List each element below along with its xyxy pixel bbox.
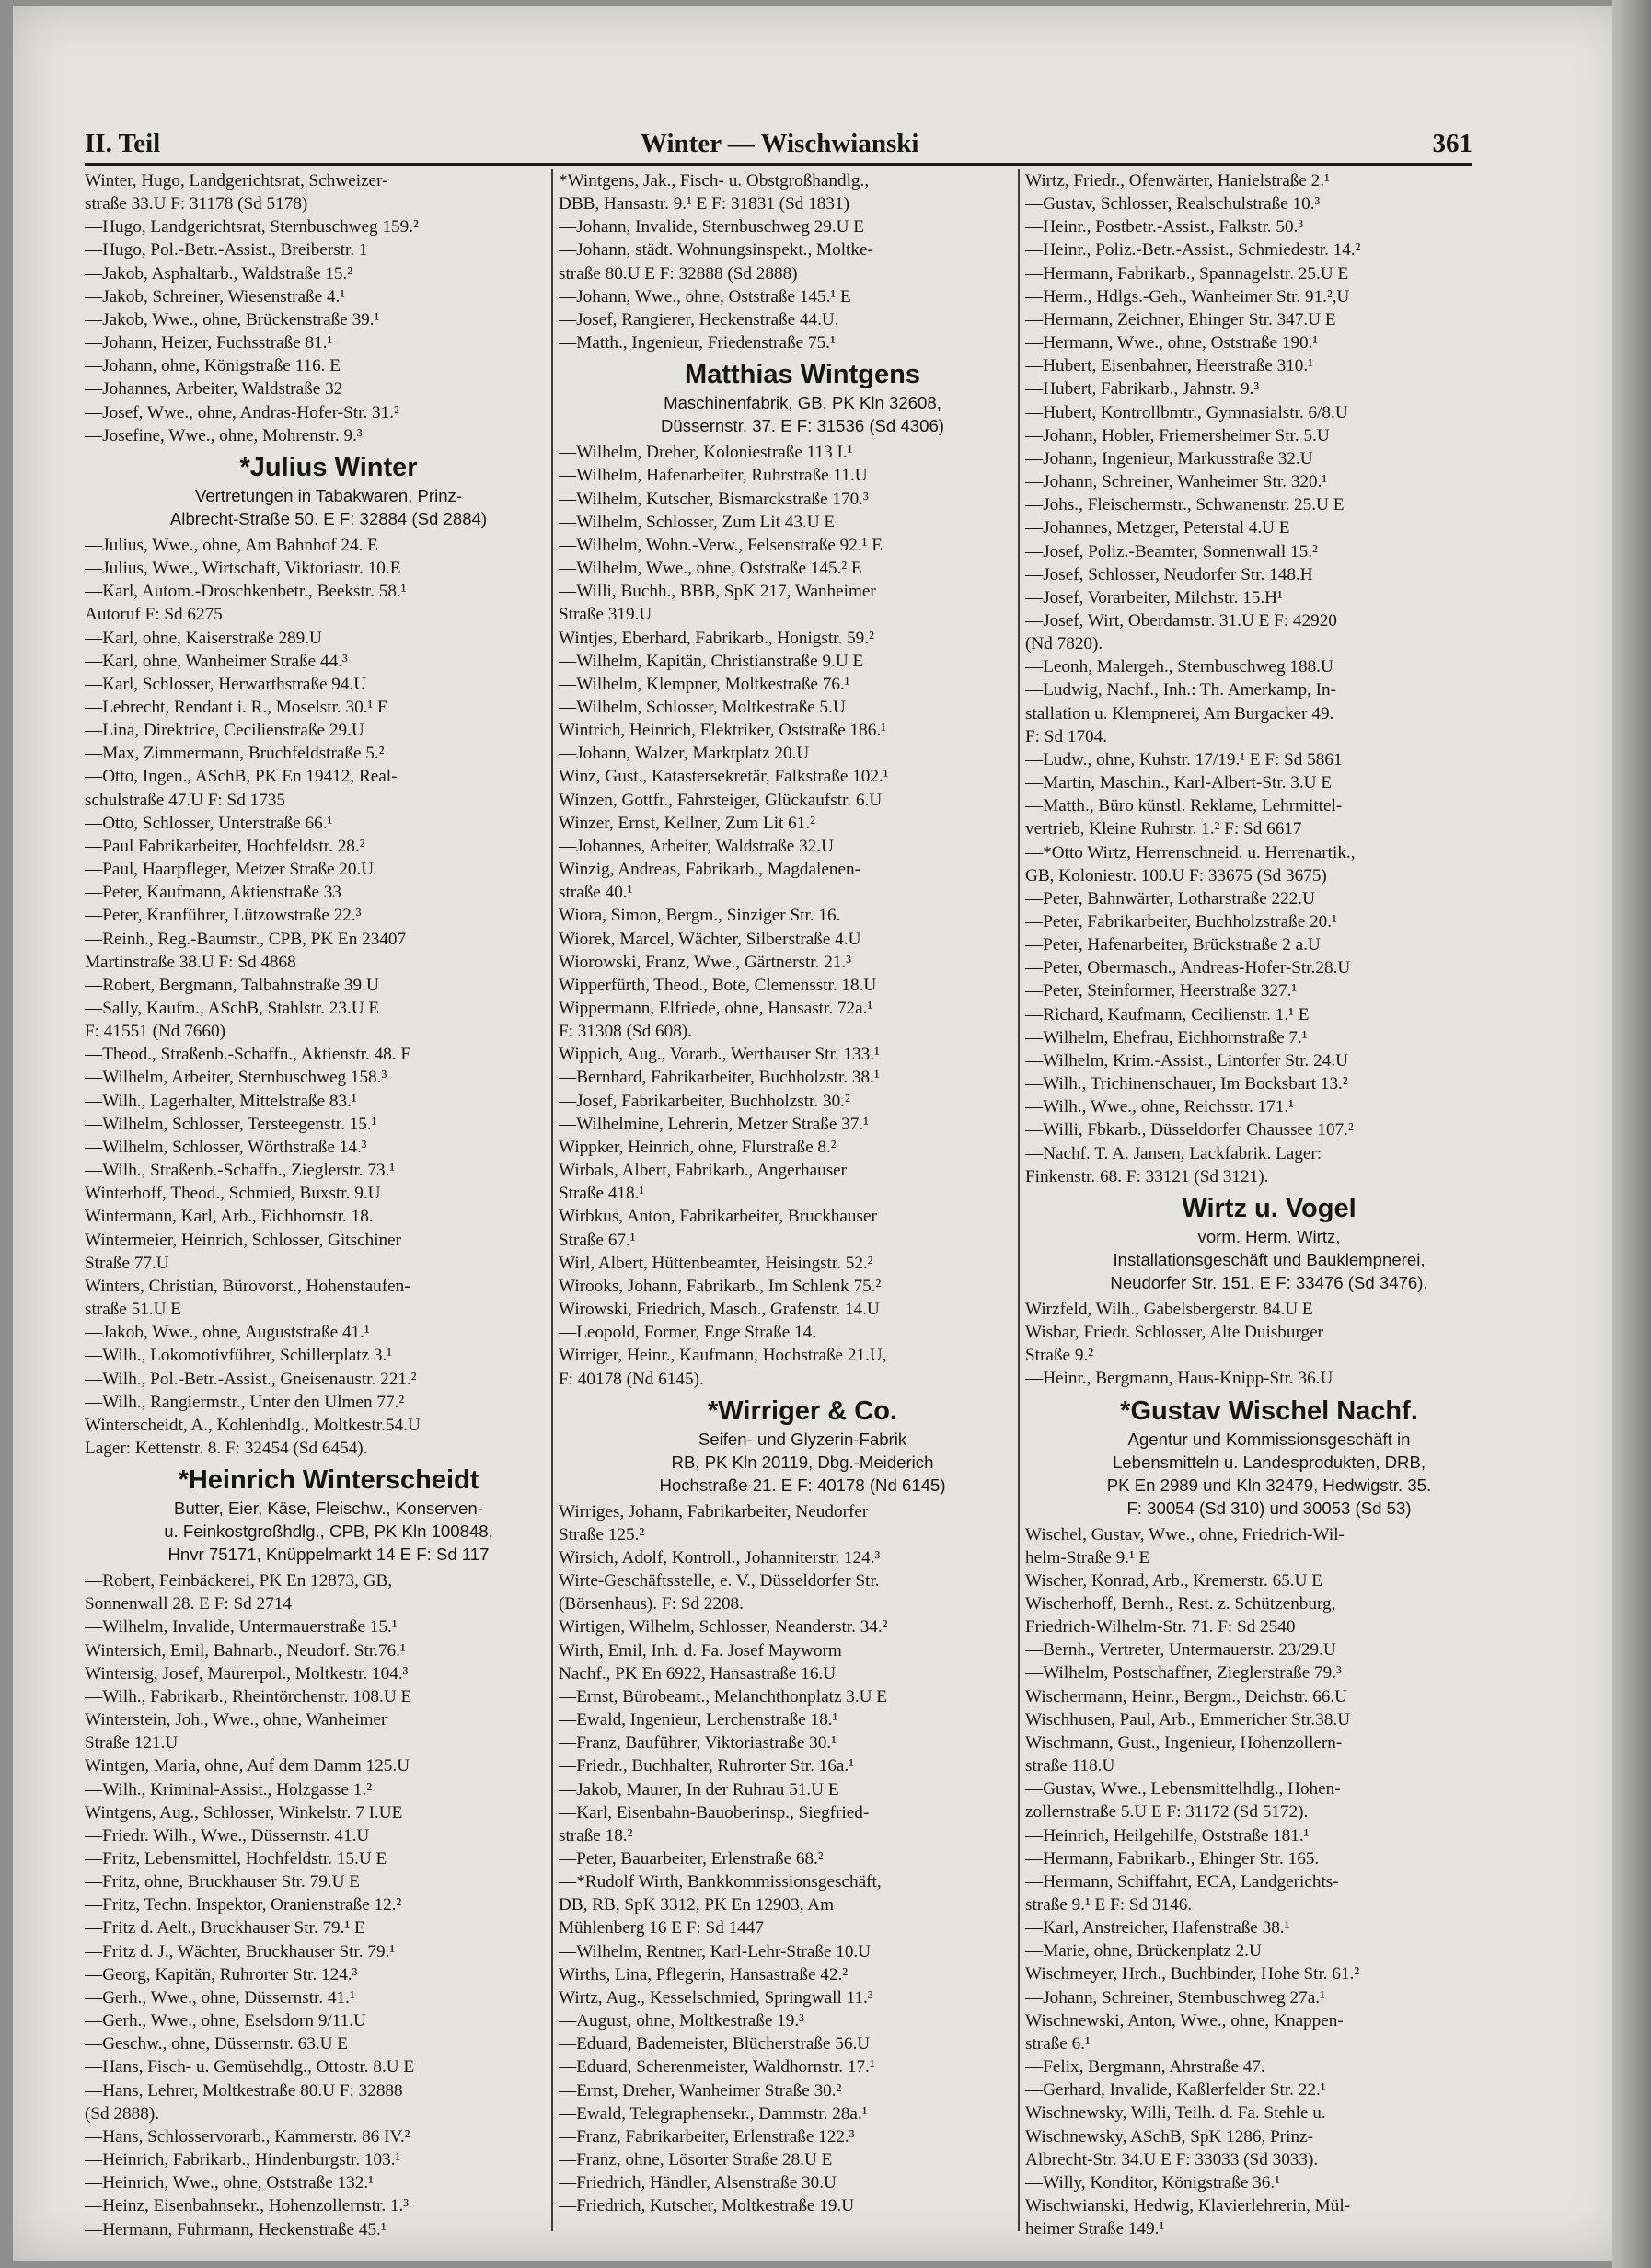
- column-1: [85, 169, 572, 2241]
- directory-entry: —Peter, Bauarbeiter, Erlenstraße 68.²: [559, 1849, 824, 1869]
- directory-entry: Wiorowski, Franz, Wwe., Gärtnerstr. 21.³: [559, 952, 851, 972]
- directory-entry: —Wilhelm, Kutscher, Bismarckstraße 170.³: [559, 489, 869, 509]
- directory-entry: —Heinz, Eisenbahnsekr., Hohenzollernstr. 1.³: [85, 2196, 410, 2216]
- directory-entry: —Theod., Straßenb.-Schaffn., Aktienstr. 48. E: [85, 1045, 412, 1065]
- directory-entry: Wirl, Albert, Hüttenbeamter, Heisingstr. 52.²: [559, 1253, 873, 1273]
- page-header: [85, 129, 1472, 166]
- directory-entry: —Josef, Vorarbeiter, Milchstr. 15.H¹: [1025, 587, 1283, 608]
- directory-entry: —Wilhelm, Hafenarbeiter, Ruhrstraße 11.U: [559, 466, 868, 486]
- directory-entry: —Gerhard, Invalide, Kaßlerfelder Str. 22.¹: [1025, 2080, 1326, 2100]
- directory-entry: —Fritz, Techn. Inspektor, Oranienstraße 12.²: [85, 1895, 402, 1915]
- directory-entry: —Wilhelm, Schlosser, Tersteegenstr. 15.¹: [85, 1114, 377, 1134]
- directory-entry: —Josef, Rangierer, Heckenstraße 44.U.: [559, 309, 839, 330]
- advertisement-name: *Julius Winter: [239, 452, 418, 482]
- directory-entry: Winzen, Gottfr., Fahrsteiger, Glückaufstr. 6.U: [559, 790, 883, 810]
- directory-entry: —Johannes, Arbeiter, Waldstraße 32: [85, 379, 343, 399]
- directory-entry: Winterscheidt, A., Kohlenhdlg., Moltkestr.54.U Lager: Kettenstr. 8. F: 32454 (Sd 6454).: [85, 1415, 421, 1458]
- page-number: 361: [1432, 129, 1472, 158]
- directory-entry: Wintermeier, Heinrich, Schlosser, Gitschiner Straße 77.U: [85, 1230, 402, 1273]
- directory-entry: —Josefine, Wwe., ohne, Mohrenstr. 9.³: [85, 425, 363, 446]
- directory-entry: Winzer, Ernst, Kellner, Zum Lit 61.²: [559, 813, 815, 833]
- directory-entry: —Friedr., Buchhalter, Ruhrorter Str. 16a.¹: [559, 1756, 854, 1776]
- directory-entry: —*Rudolf Wirth, Bankkommissionsgeschäft, DB, RB, SpK 3312, PK En 12903, Am Mühlenberg 16 E F: Sd 1447: [559, 1872, 882, 1938]
- directory-entry: —Franz, ohne, Lösorter Straße 28.U E: [559, 2150, 833, 2170]
- directory-entry: —Wilhelm, Schlosser, Wörthstraße 14.³: [85, 1137, 367, 1157]
- directory-entry: —Lina, Direktrice, Cecilienstraße 29.U: [85, 721, 364, 741]
- directory-entry: —Peter, Obermasch., Andreas-Hofer-Str.28.U: [1025, 958, 1351, 978]
- directory-entry: Wirzfeld, Wilh., Gabelsbergerstr. 84.U E: [1025, 1299, 1313, 1319]
- directory-entry: —Leopold, Former, Enge Straße 14.: [559, 1323, 817, 1343]
- directory-entry: —Johann, Invalide, Sternbuschweg 29.U E: [559, 217, 864, 237]
- directory-entry: Winterstein, Joh., Wwe., ohne, Wanheimer Straße 121.U: [85, 1710, 387, 1753]
- directory-entry: —Karl, Schlosser, Herwarthstraße 94.U: [85, 674, 367, 694]
- directory-entry: Wischnewsky, Willi, Teilh. d. Fa. Stehle u. Wischnewsky, ASchB, SpK 1286, Prinz- Albrecht-Str. 34.U E F: 33033 (Sd 3033).: [1025, 2103, 1326, 2170]
- directory-entry: —Sally, Kaufm., ASchB, Stahlstr. 23.U E F: 41551 (Nd 7660): [85, 999, 380, 1042]
- business-advertisement: [559, 358, 1046, 437]
- directory-entry: —Wilhelm, Klempner, Moltkestraße 76.¹: [559, 674, 850, 694]
- directory-entry: —Johann, Heizer, Fuchsstraße 81.¹: [85, 333, 333, 353]
- directory-entry: —Gerh., Wwe., ohne, Eselsdorn 9/11.U: [85, 2011, 366, 2031]
- directory-entry: —Johann, ohne, Königstraße 116. E: [85, 356, 341, 376]
- business-advertisement: [85, 1464, 572, 1566]
- directory-entry: —Willi, Buchh., BBB, SpK 217, Wanheimer Straße 319.U: [559, 582, 876, 625]
- directory-entry: —Hermann, Wwe., ohne, Oststraße 190.¹: [1025, 333, 1319, 353]
- directory-entry: —Marie, ohne, Brückenplatz 2.U: [1025, 1941, 1262, 1961]
- business-advertisement: [1025, 1394, 1513, 1520]
- directory-entry: —Peter, Kaufmann, Aktienstraße 33: [85, 883, 341, 903]
- directory-entry: —Wilh., Lokomotivführer, Schillerplatz 3.¹: [85, 1346, 393, 1366]
- directory-entry: Wirte-Geschäftsstelle, e. V., Düsseldorfer Str. (Börsenhaus). F: Sd 2208.: [559, 1571, 880, 1614]
- advertisement-name: Wirtz u. Vogel: [1182, 1193, 1357, 1223]
- directory-entry: —Wilhelm, Invalide, Untermauerstraße 15.¹: [85, 1617, 398, 1637]
- directory-entry: Wintersich, Emil, Bahnarb., Neudorf. Str.76.¹: [85, 1640, 406, 1660]
- directory-entry: —Paul, Haarpfleger, Metzer Straße 20.U: [85, 860, 375, 880]
- directory-entry: —Willi, Fbkarb., Düsseldorfer Chaussee 107.²: [1025, 1120, 1354, 1140]
- directory-entry: Wisbar, Friedr. Schlosser, Alte Duisburger Straße 9.²: [1025, 1323, 1324, 1366]
- directory-entry: —Peter, Bahnwärter, Lotharstraße 222.U: [1025, 888, 1315, 908]
- header-section: II. Teil: [85, 129, 161, 158]
- directory-entry: —Wilhelmine, Lehrerin, Metzer Straße 37.¹: [559, 1114, 869, 1134]
- directory-entry: —Matth., Büro künstl. Reklame, Lehrmittel- vertrieb, Kleine Ruhrstr. 1.² F: Sd 6617: [1025, 796, 1343, 839]
- directory-entry: Wintgens, Aug., Schlosser, Winkelstr. 7 I.UE: [85, 1802, 403, 1822]
- directory-entry: Wischermann, Heinr., Bergm., Deichstr. 66.U: [1025, 1686, 1348, 1707]
- directory-entry: Wippker, Heinrich, ohne, Flurstraße 8.²: [559, 1137, 837, 1157]
- directory-entry: —Jakob, Wwe., ohne, Brückenstraße 39.¹: [85, 309, 380, 330]
- directory-entry: *Wintgens, Jak., Fisch- u. Obstgroßhandlg., DBB, Hansastr. 9.¹ E F: 31831 (Sd 1831): [559, 171, 870, 214]
- directory-entry: Wirths, Lina, Pflegerin, Hansastraße 42.²: [559, 1964, 849, 1984]
- directory-entry: Wirbkus, Anton, Fabrikarbeiter, Bruckhauser Straße 67.¹: [559, 1207, 877, 1250]
- directory-entry: —Richard, Kaufmann, Cecilienstr. 1.¹ E: [1025, 1004, 1310, 1024]
- directory-entry: —Hubert, Kontrollbmtr., Gymnasialstr. 6/8.U: [1025, 402, 1348, 422]
- directory-entry: —Wilhelm, Dreher, Koloniestraße 113 I.¹: [559, 443, 853, 463]
- directory-entry: Wischel, Gustav, Wwe., ohne, Friedrich-Wil- helm-Straße 9.¹ E: [1025, 1524, 1345, 1568]
- directory-entry: —Karl, Eisenbahn-Bauoberinsp., Siegfried- straße 18.²: [559, 1802, 870, 1846]
- directory-entry: Wischhusen, Paul, Arb., Emmericher Str.38.U: [1025, 1709, 1351, 1730]
- directory-entry: —Geschw., ohne, Düssernstr. 63.U E: [85, 2034, 348, 2054]
- directory-entry: —Bernh., Vertreter, Untermauerstr. 23/29.U: [1025, 1640, 1336, 1660]
- directory-entry: —Jakob, Maurer, In der Ruhrau 51.U E: [559, 1779, 839, 1799]
- directory-entry: Wippich, Aug., Vorarb., Werthauser Str. 133.¹: [559, 1045, 880, 1065]
- directory-entry: —Wilh., Pol.-Betr.-Assist., Gneisenaustr. 221.²: [85, 1369, 417, 1389]
- directory-entry: —Wilh., Wwe., ohne, Reichsstr. 171.¹: [1025, 1097, 1294, 1117]
- directory-entry: —Ernst, Dreher, Wanheimer Straße 30.²: [559, 2080, 842, 2100]
- advertisement-name: *Gustav Wischel Nachf.: [1120, 1395, 1418, 1426]
- directory-entry: —Wilhelm, Postschaffner, Zieglerstraße 79.³: [1025, 1663, 1342, 1684]
- directory-entry: Wirowski, Friedrich, Masch., Grafenstr. 14.U: [559, 1300, 880, 1320]
- directory-entry: —Franz, Bauführer, Viktoriastraße 30.¹: [559, 1733, 837, 1753]
- directory-entry: —Julius, Wwe., Wirtschaft, Viktoriastr. 10.E: [85, 559, 401, 579]
- directory-entry: —Heinrich, Fabrikarb., Hindenburgstr. 103.¹: [85, 2150, 401, 2170]
- directory-entry: —Willy, Konditor, Königstraße 36.¹: [1025, 2172, 1280, 2193]
- directory-entry: —Hubert, Fabrikarb., Jahnstr. 9.³: [1025, 379, 1260, 399]
- directory-entry: —Ernst, Bürobeamt., Melanchthonplatz 3.U E: [559, 1686, 888, 1707]
- advertisement-name: Matthias Wintgens: [685, 360, 920, 390]
- directory-entry: —Wilh., Trichinenschauer, Im Bocksbart 13.²: [1025, 1074, 1348, 1094]
- directory-entry: Wintgen, Maria, ohne, Auf dem Damm 125.U: [85, 1756, 410, 1776]
- directory-entry: Wirbals, Albert, Fabrikarb., Angerhauser Straße 418.¹: [559, 1161, 848, 1204]
- directory-entry: —Johann, Schreiner, Sternbuschweg 27a.¹: [1025, 1987, 1325, 2008]
- directory-entry: —Wilhelm, Wwe., ohne, Oststraße 145.² E: [559, 559, 862, 579]
- business-advertisement: [559, 1394, 1046, 1497]
- directory-entry: —Fritz, ohne, Bruckhauser Str. 79.U E: [85, 1872, 360, 1892]
- directory-entry: —Felix, Bergmann, Ahrstraße 47.: [1025, 2057, 1265, 2077]
- directory-entry: —Johannes, Metzger, Peterstal 4.U E: [1025, 518, 1290, 538]
- directory-entry: Winz, Gust., Katastersekretär, Falkstraße 102.¹: [559, 767, 889, 787]
- advertisement-name: *Heinrich Winterscheidt: [178, 1465, 479, 1496]
- directory-entry: —Jakob, Wwe., ohne, Auguststraße 41.¹: [85, 1323, 370, 1343]
- page-edge: [1612, 0, 1651, 2268]
- directory-entry: —Julius, Wwe., ohne, Am Bahnhof 24. E: [85, 535, 378, 555]
- advertisement-text: Butter, Eier, Käse, Fleischw., Konserven- u. Feinkostgroßhdlg., CPB, PK Kln 100848, Hnvr 75171, Knüppelmarkt 14 E F: Sd 117: [164, 1498, 493, 1565]
- directory-entry: —Karl, ohne, Wanheimer Straße 44.³: [85, 651, 348, 671]
- advertisement-text: Seifen- und Glyzerin-Fabrik RB, PK Kln 20119, Dbg.-Meiderich Hochstraße 21. E F: 40178 (Nd 6145): [659, 1429, 946, 1495]
- directory-entry: Wiorek, Marcel, Wächter, Silberstraße 4.U: [559, 929, 861, 949]
- directory-entry: Wirtz, Aug., Kesselschmied, Springwall 11.³: [559, 1987, 873, 2008]
- directory-entry: —Wilh., Kriminal-Assist., Holzgasse 1.²: [85, 1779, 372, 1799]
- directory-entry: —Eduard, Scherenmeister, Waldhornstr. 17.¹: [559, 2057, 875, 2077]
- directory-entry: —Wilhelm, Wohn.-Verw., Felsenstraße 92.¹ E: [559, 535, 883, 555]
- advertisement-text: vorm. Herm. Wirtz, Installationsgeschäft und Bauklempnerei, Neudorfer Str. 151. E F: 33476 (Sd 3476).: [1110, 1226, 1428, 1292]
- directory-entry: Wirtz, Friedr., Ofenwärter, Hanielstraße 2.¹: [1025, 171, 1330, 191]
- directory-entry: Wirtigen, Wilhelm, Schlosser, Neanderstr. 34.²: [559, 1617, 888, 1637]
- directory-entry: —Gustav, Wwe., Lebensmittelhdlg., Hohen- zollernstraße 5.U E F: 31172 (Sd 5172).: [1025, 1779, 1341, 1822]
- directory-entry: —Wilhelm, Krim.-Assist., Lintorfer Str. 24.U: [1025, 1050, 1348, 1070]
- directory-entry: Wischwianski, Hedwig, Klavierlehrerin, Mül- heimer Straße 149.¹: [1025, 2196, 1351, 2239]
- directory-entry: —Fritz d. J., Wächter, Bruckhauser Str. 79.¹: [85, 1941, 396, 1961]
- directory-entry: —August, ohne, Moltkestraße 19.³: [559, 2011, 804, 2031]
- directory-entry: —Hans, Fisch- u. Gemüsehdlg., Ottostr. 8.U E: [85, 2057, 415, 2077]
- directory-entry: Wippermann, Elfriede, ohne, Hansastr. 72a.¹ F: 31308 (Sd 608).: [559, 999, 873, 1042]
- directory-entry: —Robert, Feinbäckerei, PK En 12873, GB, Sonnenwall 28. E F: Sd 2714: [85, 1571, 393, 1614]
- directory-entry: —Otto, Ingen., ASchB, PK En 19412, Real- schulstraße 47.U F: Sd 1735: [85, 767, 398, 810]
- directory-entry: —Wilhelm, Rentner, Karl-Lehr-Straße 10.U: [559, 1941, 872, 1961]
- directory-entry: —Johann, Wwe., ohne, Oststraße 145.¹ E: [559, 286, 851, 307]
- directory-entry: Wintjes, Eberhard, Fabrikarb., Honigstr. 59.²: [559, 628, 874, 648]
- directory-entry: Winter, Hugo, Landgerichtsrat, Schweizer- straße 33.U F: 31178 (Sd 5178): [85, 171, 388, 214]
- directory-entry: —Johann, Walzer, Marktplatz 20.U: [559, 744, 810, 764]
- directory-entry: Wiora, Simon, Bergm., Sinziger Str. 16.: [559, 906, 841, 926]
- directory-entry: —Karl, Autom.-Droschkenbetr., Beekstr. 58.¹ Autoruf F: Sd 6275: [85, 582, 407, 625]
- business-advertisement: [85, 451, 572, 530]
- directory-entry: —Heinr., Poliz.-Betr.-Assist., Schmiedestr. 14.²: [1025, 240, 1361, 260]
- directory-entry: Wipperfürth, Theod., Bote, Clemensstr. 18.U: [559, 975, 877, 995]
- directory-entry: —Hans, Lehrer, Moltkestraße 80.U F: 32888 (Sd 2888).: [85, 2080, 403, 2123]
- directory-entry: Winzig, Andreas, Fabrikarb., Magdalenen- straße 40.¹: [559, 860, 860, 903]
- directory-entry: —Robert, Bergmann, Talbahnstraße 39.U: [85, 975, 379, 995]
- directory-entry: —Josef, Poliz.-Beamter, Sonnenwall 15.²: [1025, 541, 1318, 561]
- directory-entry: —Georg, Kapitän, Ruhrorter Str. 124.³: [85, 1964, 358, 1984]
- directory-entry: —Gerh., Wwe., ohne, Düssernstr. 41.¹: [85, 1987, 355, 2008]
- directory-entry: —Ewald, Telegraphensekr., Dammstr. 28a.¹: [559, 2103, 868, 2123]
- directory-entry: —Eduard, Bademeister, Blücherstraße 56.U: [559, 2034, 871, 2054]
- directory-entry: —Heinr., Postbetr.-Assist., Falkstr. 50.³: [1025, 217, 1304, 237]
- directory-entry: Wischer, Konrad, Arb., Kremerstr. 65.U E: [1025, 1570, 1322, 1591]
- directory-entry: —Leonh, Malergeh., Sternbuschweg 188.U: [1025, 657, 1334, 677]
- directory-entry: —Wilhelm, Ehefrau, Eichhornstraße 7.¹: [1025, 1027, 1308, 1047]
- directory-entry: Wintrich, Heinrich, Elektriker, Oststraße 186.¹: [559, 721, 886, 741]
- directory-entry: —Lebrecht, Rendant i. R., Moselstr. 30.¹ E: [85, 697, 388, 717]
- directory-entry: Wirsich, Adolf, Kontroll., Johanniterstr. 124.³: [559, 1547, 881, 1568]
- directory-entry: —Hermann, Fabrikarb., Ehinger Str. 165.: [1025, 1848, 1320, 1869]
- directory-entry: Wischmeyer, Hrch., Buchbinder, Hohe Str. 61.²: [1025, 1964, 1360, 1984]
- directory-entry: —Paul Fabrikarbeiter, Hochfeldstr. 28.²: [85, 836, 365, 856]
- directory-entry: —Martin, Maschin., Karl-Albert-Str. 3.U E: [1025, 773, 1333, 793]
- directory-entry: Wintersig, Josef, Maurerpol., Moltkestr. 104.³: [85, 1663, 409, 1684]
- directory-entry: —Hubert, Eisenbahner, Heerstraße 310.¹: [1025, 356, 1313, 376]
- directory-entry: —Max, Zimmermann, Bruchfeldstraße 5.²: [85, 744, 385, 764]
- directory-entry: —Wilhelm, Kapitän, Christianstraße 9.U E: [559, 651, 864, 671]
- directory-entry: —Johann, Schreiner, Wanheimer Str. 320.¹: [1025, 472, 1328, 492]
- directory-entry: Wirriger, Heinr., Kaufmann, Hochstraße 21.U, F: 40178 (Nd 6145).: [559, 1346, 887, 1389]
- directory-entry: —Karl, Anstreicher, Hafenstraße 38.¹: [1025, 1918, 1290, 1938]
- directory-entry: —Peter, Kranführer, Lützowstraße 22.³: [85, 906, 362, 926]
- directory-entry: —Wilh., Lagerhalter, Mittelstraße 83.¹: [85, 1091, 357, 1111]
- directory-entry: Wischnewski, Anton, Wwe., ohne, Knappen- straße 6.¹: [1025, 2010, 1344, 2054]
- directory-entry: —Wilh., Straßenb.-Schaffn., Zieglerstr. 73.¹: [85, 1161, 396, 1181]
- advertisement-text: Maschinenfabrik, GB, PK Kln 32608, Düssernstr. 37. E F: 31536 (Sd 4306): [661, 393, 944, 436]
- directory-entry: —Hermann, Schiffahrt, ECA, Landgerichts- straße 9.¹ E F: Sd 3146.: [1025, 1871, 1339, 1915]
- advertisement-text: Agentur und Kommissionsgeschäft in Lebensmitteln u. Landesprodukten, DRB, PK En 2989 und Kln 32479, Hedwigstr. 35. F: 30054 (Sd 310) und 30053 (Sd 53): [1106, 1429, 1432, 1518]
- directory-entry: —Hermann, Fabrikarb., Spannagelstr. 25.U E: [1025, 263, 1349, 284]
- directory-entry: —Heinrich, Heilgehilfe, Oststraße 181.¹: [1025, 1825, 1310, 1846]
- directory-entry: —Jakob, Asphaltarb., Waldstraße 15.²: [85, 263, 353, 284]
- directory-entry: —Hermann, Fuhrmann, Heckenstraße 45.¹: [85, 2219, 387, 2239]
- directory-entry: —Franz, Fabrikarbeiter, Erlenstraße 122.³: [559, 2126, 855, 2146]
- directory-entry: —Wilhelm, Arbeiter, Sternbuschweg 158.³: [85, 1068, 387, 1088]
- directory-entry: —Wilh., Fabrikarb., Rheintörchenstr. 108.U E: [85, 1686, 412, 1707]
- directory-entry: —Ludw., ohne, Kuhstr. 17/19.¹ E F: Sd 5861: [1025, 749, 1343, 770]
- directory-entry: —Friedr. Wilh., Wwe., Düssernstr. 41.U: [85, 1825, 370, 1846]
- advertisement-name: *Wirriger & Co.: [708, 1395, 897, 1426]
- directory-entry: Wirth, Emil, Inh. d. Fa. Josef Mayworm Nachf., PK En 6922, Hansastraße 16.U: [559, 1640, 842, 1684]
- directory-entry: —Josef, Wirt, Oberdamstr. 31.U E F: 42920 (Nd 7820).: [1025, 610, 1337, 654]
- directory-page: [13, 6, 1629, 2261]
- directory-entry: Wischmann, Gust., Ingenieur, Hohenzollern- straße 118.U: [1025, 1732, 1343, 1776]
- directory-entry: —Wilhelm, Schlosser, Moltkestraße 5.U: [559, 697, 846, 717]
- directory-entry: —Peter, Hafenarbeiter, Brückstraße 2 a.U: [1025, 935, 1321, 955]
- business-advertisement: [1025, 1192, 1513, 1294]
- directory-entry: —Jakob, Schreiner, Wiesenstraße 4.¹: [85, 286, 346, 307]
- directory-entry: —Johann, Hobler, Friemersheimer Str. 5.U: [1025, 425, 1330, 446]
- directory-entry: —Heinrich, Wwe., ohne, Oststraße 132.¹: [85, 2173, 374, 2193]
- directory-entry: —Wilh., Rangiermstr., Unter den Ulmen 77.²: [85, 1392, 405, 1412]
- directory-entry: —Johs., Fleischermstr., Schwanenstr. 25.U E: [1025, 495, 1345, 515]
- directory-entry: —Ewald, Ingenieur, Lerchenstraße 18.¹: [559, 1710, 838, 1730]
- directory-entry: —Otto, Schlosser, Unterstraße 66.¹: [85, 813, 333, 833]
- directory-entry: Winterhoff, Theod., Schmied, Buxstr. 9.U: [85, 1184, 381, 1204]
- directory-entry: —Ludwig, Nachf., Inh.: Th. Amerkamp, In- stallation u. Klempnerei, Am Burgacker 49. F: Sd 1704.: [1025, 680, 1337, 746]
- directory-entry: —Hugo, Landgerichtsrat, Sternbuschweg 159.²: [85, 217, 419, 237]
- column-2: [559, 169, 1046, 2218]
- directory-entry: —Karl, ohne, Kaiserstraße 289.U: [85, 628, 322, 648]
- directory-entry: —Friedrich, Händler, Alsenstraße 30.U: [559, 2173, 837, 2193]
- directory-entry: —Gustav, Schlosser, Realschulstraße 10.³: [1025, 194, 1321, 214]
- directory-entry: Winters, Christian, Bürovorst., Hohenstaufen- straße 51.U E: [85, 1276, 410, 1320]
- directory-entry: —Johannes, Arbeiter, Waldstraße 32.U: [559, 836, 834, 856]
- directory-entry: —Peter, Steinformer, Heerstraße 327.¹: [1025, 981, 1298, 1001]
- advertisement-text: Vertretungen in Tabakwaren, Prinz- Albrecht-Straße 50. E F: 32884 (Sd 2884): [169, 485, 488, 528]
- directory-entry: —Herm., Hdlgs.-Geh., Wanheimer Str. 91.²,U: [1025, 286, 1350, 307]
- directory-entry: Wirriges, Johann, Fabrikarbeiter, Neudorfer Straße 125.²: [559, 1501, 869, 1545]
- column-3: [1025, 169, 1513, 2240]
- directory-entry: —Fritz, Lebensmittel, Hochfeldstr. 15.U E: [85, 1849, 387, 1869]
- directory-entry: —Matth., Ingenieur, Friedenstraße 75.¹: [559, 333, 836, 353]
- directory-entry: —Reinh., Reg.-Baumstr., CPB, PK En 23407 Martinstraße 38.U F: Sd 4868: [85, 929, 407, 972]
- directory-entry: —Hermann, Zeichner, Ehinger Str. 347.U E: [1025, 309, 1336, 330]
- directory-entry: —Friedrich, Kutscher, Moltkestraße 19.U: [559, 2196, 855, 2216]
- directory-entry: —Heinr., Bergmann, Haus-Knipp-Str. 36.U: [1025, 1369, 1334, 1389]
- header-rule: [85, 163, 1472, 166]
- directory-entry: Wischerhoff, Bernh., Rest. z. Schützenburg, Friedrich-Wilhelm-Str. 71. F: Sd 2540: [1025, 1593, 1336, 1637]
- directory-entry: Wirooks, Johann, Fabrikarb., Im Schlenk 75.²: [559, 1276, 882, 1296]
- directory-entry: —Josef, Schlosser, Neudorfer Str. 148.H: [1025, 564, 1313, 584]
- directory-entry: —Fritz d. Aelt., Bruckhauser Str. 79.¹ E: [85, 1918, 365, 1938]
- directory-entry: —Nachf. T. A. Jansen, Lackfabrik. Lager: Finkenstr. 68. F: 33121 (Sd 3121).: [1025, 1143, 1322, 1186]
- directory-entry: —Josef, Wwe., ohne, Andras-Hofer-Str. 31.²: [85, 402, 399, 422]
- directory-entry: —Bernhard, Fabrikarbeiter, Buchholzstr. 38.¹: [559, 1068, 880, 1088]
- directory-entry: —Johann, Ingenieur, Markusstraße 32.U: [1025, 448, 1313, 469]
- directory-entry: —Wilhelm, Schlosser, Zum Lit 43.U E: [559, 512, 836, 532]
- directory-entry: —Hans, Schlosservorarb., Kammerstr. 86 IV.²: [85, 2126, 410, 2146]
- header-name-range: Winter — Wischwianski: [641, 129, 919, 158]
- directory-entry: —*Otto Wirtz, Herrenschneid. u. Herrenartik., GB, Koloniestr. 100.U F: 33675 (Sd 3675): [1025, 842, 1356, 885]
- directory-entry: —Johann, städt. Wohnungsinspekt., Moltke- straße 80.U E F: 32888 (Sd 2888): [559, 240, 873, 284]
- directory-entry: Wintermann, Karl, Arb., Eichhornstr. 18.: [85, 1207, 374, 1227]
- directory-entry: —Peter, Fabrikarbeiter, Buchholzstraße 20.¹: [1025, 912, 1337, 932]
- directory-entry: —Hugo, Pol.-Betr.-Assist., Breiberstr. 1: [85, 240, 368, 260]
- directory-entry: —Josef, Fabrikarbeiter, Buchholzstr. 30.²: [559, 1091, 850, 1111]
